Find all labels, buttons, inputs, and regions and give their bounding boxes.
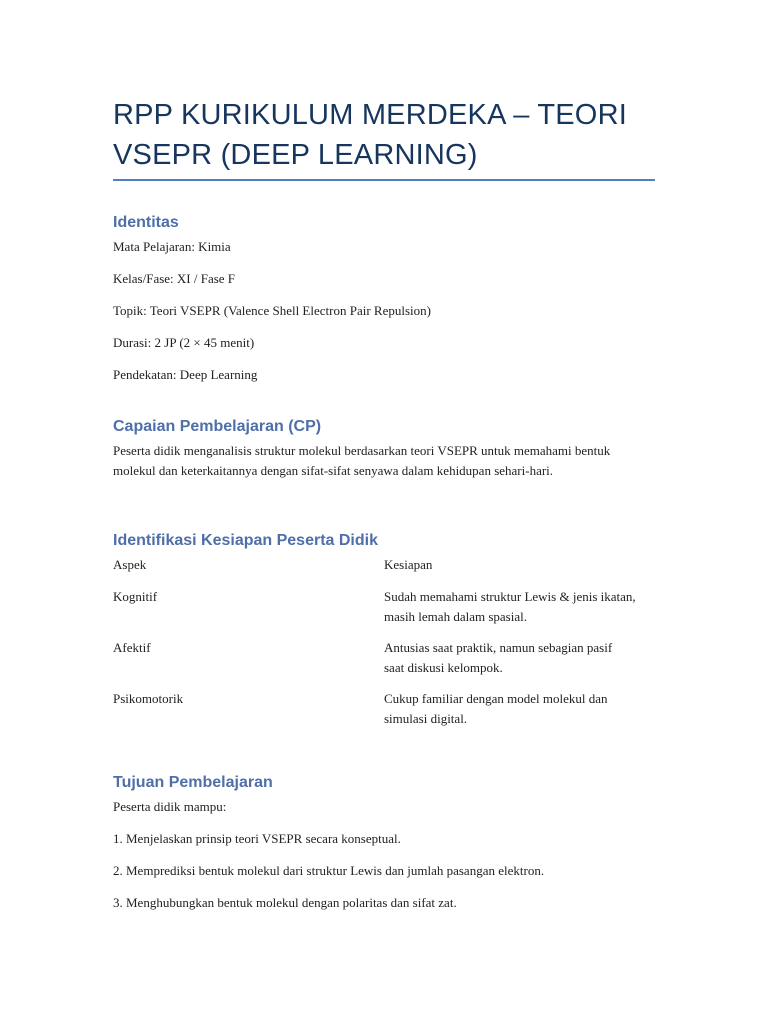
list-item: 3. Menghubungkan bentuk molekul dengan polaritas dan sifat zat. [113, 895, 457, 910]
identitas-kelas-fase: Kelas/Fase: XI / Fase F [113, 271, 236, 286]
table-header-aspek: Aspek [113, 557, 147, 572]
table-header-kesiapan: Kesiapan [384, 557, 433, 572]
table-cell-aspek: Afektif [113, 640, 151, 655]
identitas-mata-pelajaran: Mata Pelajaran: Kimia [113, 239, 231, 254]
tujuan-heading: Tujuan Pembelajaran [113, 774, 273, 791]
table-cell-aspek: Psikomotorik [113, 691, 184, 706]
table-cell-kesiapan: Sudah memahami struktur Lewis & jenis ikatan, masih lemah dalam spasial. [384, 589, 636, 624]
kesiapan-heading: Identifikasi Kesiapan Peserta Didik [113, 532, 378, 549]
document-title: RPP KURIKULUM MERDEKA – TEORI VSEPR (DEEP LEARNING) [113, 99, 627, 171]
cp-paragraph: Peserta didik menganalisis struktur molekul berdasarkan teori VSEPR untuk memahami bentuk molekul dan keterkaitannya dengan sifat-sifat senyawa dalam kehidupan sehari-hari. [113, 443, 611, 478]
cp-heading: Capaian Pembelajaran (CP) [113, 418, 322, 435]
identitas-durasi: Durasi: 2 JP (2 × 45 menit) [113, 335, 255, 350]
table-cell-aspek: Kognitif [113, 589, 158, 604]
identitas-heading: Identitas [113, 214, 179, 231]
tujuan-intro: Peserta didik mampu: [113, 799, 227, 814]
list-item: 1. Menjelaskan prinsip teori VSEPR secara konseptual. [113, 831, 401, 846]
title-underline [113, 179, 655, 181]
identitas-topik: Topik: Teori VSEPR (Valence Shell Electron Pair Repulsion) [113, 303, 431, 318]
table-cell-kesiapan: Cukup familiar dengan model molekul dan simulasi digital. [384, 691, 608, 726]
table-cell-kesiapan: Antusias saat praktik, namun sebagian pasif saat diskusi kelompok. [384, 640, 613, 675]
list-item: 2. Memprediksi bentuk molekul dari struktur Lewis dan jumlah pasangan elektron. [113, 863, 545, 878]
identitas-pendekatan: Pendekatan: Deep Learning [113, 367, 258, 382]
